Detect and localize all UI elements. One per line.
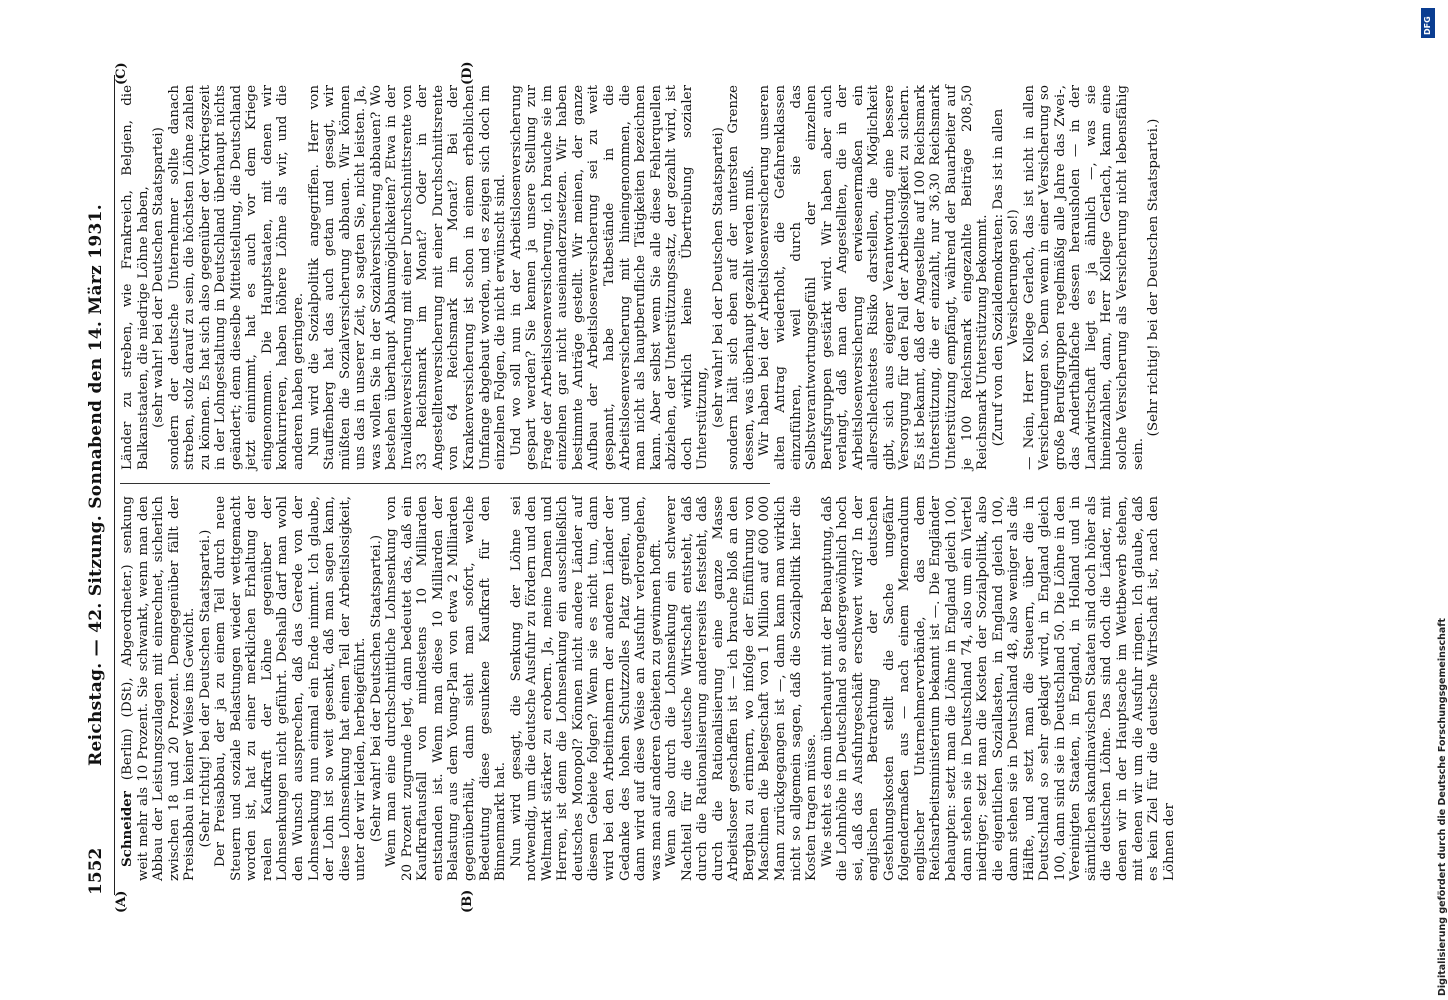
paragraph-text: sondern der deutsche Unternehmer sollte danach streben, stolz darauf zu sein, die höchsten Löhne zahlen zu können. Es hat sich also gegenüber der Vorkriegszeit in der Lohngestaltung in Deutschland überhaupt nichts geändert; denn dieselbe Mittelstellung, die Deutschland jetzt einnimmt, hat es auch vor dem Kriege eingenommen. Die Hauptstaaten, mit denen wir konkurrieren, haben höhere Löhne als wir, und die anderen haben geringere. (166, 85, 307, 470)
paragraph-text: Wir haben bei der Arbeitslosenversicherung unseren alten Antrag wiederholt, die Gefahrenklassen einzuführen, weil durch sie das Selbstverantwortungsgefühl der einzelnen Berufsgruppen gestärkt wird. Wir haben aber auch verlangt, daß man den Angestellten, die in der Arbeitslosenversicherung erwiesenermaßen ein allerschlechtestes Risiko darstellen, die Möglichkeit gibt, sich aus eigener Verantwortung eine bessere Versorgung für den Fall der Arbeitslosigkeit zu sichern. Es ist bekannt, daß der Angestellte auf 100 Reichsmark Unterstützung, die er einzahlt, nur 36,30 Reichsmark Unterstützung empfängt, während der Bauarbeiter auf je 100 Reichsmark eingezahlte Beiträge 208,50 Reichsmark Unterstützung bekommt. (757, 85, 991, 470)
paragraph-text: Wenn man eine durchschnittliche Lohnsenkung von 20 Prozent zugrunde legt, dann bedeutet das, daß ein Kaufkraftausfall von mindestens 10 Milliarden entstanden ist. Wenn man diese 10 Milliarden der Belastung aus dem Young-Plan von etwa 2 Milliarden gegenüberhält, dann sieht man sofort, welche Bedeutung diese gesunkene Kaufkraft für den Binnenmarkt hat. (384, 496, 509, 881)
paragraph (120, 496, 198, 881)
paragraph-text: Nun wird die Sozialpolitik angegriffen. Herr von Stauffenberg hat das auch getan und gesagt, wir müßten die Sozialversicherung abbauen. Wir können uns das in unserer Zeit, so sagten Sie, nicht leisten. Ja, was wollen Sie in der Sozialversicherung abbauen? Wo bestehen überhaupt Abbaumöglichkeiten? Etwa in der Invalidenversicherung mit einer Durchschnittsrente von 33 Reichsmark im Monat? Oder in der Angestelltenversicherung mit einer Durchschnittsrente von 64 Reichsmark im Monat? Bei der Krankenversicherung ist schon in einem erheblichen Umfange abgebaut worden, und es zeigen sich doch im einzelnen Folgen, die nicht erwünscht sind. (306, 85, 509, 470)
paragraph-text: (Sehr richtig! bei der Deutschen Staatspartei.) (1146, 118, 1162, 437)
paragraph (726, 85, 757, 470)
interjection (1146, 85, 1162, 470)
paragraph-text: (Sehr wahr! bei der Deutschen Staatspartei.) (368, 534, 384, 843)
paragraph-text: Und wo soll nun in der Arbeitslosenversicherung gespart werden? Sie kennen ja unsere Stellung zur Frage der Arbeitslosenversicherung, ich brauche sie im einzelnen gar nicht auseinanderzusetzen. Wir haben bestimmte Anträge gestellt. Wir meinen, der ganze Aufbau der Arbeitslosenversicherung sei zu weit gespannt, habe Tatbestände in die Arbeitslosenversicherung mit hineingenommen, die man nicht als hauptberufliche Tätigkeiten bezeichnen kann. Aber selbst wenn Sie alle diese Fehlerquellen abziehen, der Unterstützungssatz, der gezahlt wird, ist doch wirklich keine Übertreibung sozialer Unterstützung, (508, 85, 711, 470)
paragraph (664, 496, 819, 881)
page-number: 1552 (86, 847, 106, 895)
paragraph-text: (sehr wahr! bei der Deutschen Staatspartei) (151, 127, 167, 428)
paragraph-text: (Zuruf von den Sozialdemokraten: Das ist in allen Versicherungen so!) (990, 108, 1022, 447)
page-header (80, 75, 115, 895)
paragraph (167, 85, 307, 470)
interjection (991, 85, 1022, 470)
speaker-name: Schneider (119, 791, 135, 867)
dfg-logo: DFG (1421, 8, 1435, 38)
interjection (369, 496, 385, 881)
paragraph-text: (Berlin) (DSt), Abgeordneter.) senkung weit mehr als 10 Prozent. Sie schwankt, wenn man den Abbau der Leistungszulagen mit einrechnet, sicherlich zwischen 18 und 20 Prozent. Demgegenüber fällt der Preisabbau in keiner Weise ins Gewicht. (120, 496, 198, 881)
left-column (119, 495, 1177, 881)
paragraph-text: (Sehr richtig! bei der Deutschen Staatspartei.) (197, 529, 213, 848)
digitization-credit: Digitalisierung gefördert durch die Deutsche Forschungsgemeinschaft (1437, 618, 1448, 996)
right-column (120, 85, 1162, 470)
interjection (198, 496, 214, 881)
column-divider (120, 483, 770, 484)
interjection (711, 85, 727, 470)
paragraph (757, 85, 990, 470)
paragraph (120, 85, 151, 470)
paragraph (509, 85, 711, 470)
paragraph-text: — Nein, Herr Kollege Gerlach, das ist nicht in allen Versicherungen so. Denn wenn in einer Versicherung so große Berufsgruppen regelmäßig alle Jahre das Zwei-, das Anderthalbfache dessen herausholen — in der Landwirtschaft liegt es ja ähnlich —, was sie hineinzahlen, dann, Herr Kollege Gerlach, kann eine solche Versicherung als Versicherung nicht lebensfähig sein. (1021, 85, 1146, 470)
paragraph (307, 85, 509, 470)
paragraph (1022, 85, 1146, 470)
margin-marker-a: (A) (114, 890, 129, 913)
paragraph (384, 496, 508, 881)
paragraph-text: Wie steht es denn überhaupt mit der Behauptung, daß die Lohnhöhe in Deutschland so außergewöhnlich hoch sei, daß das Ausfuhrgeschäft erschwert wird? In der englischen Betrachtung der deutschen Gestehungskosten stellt die Sache ungefähr folgendermaßen aus — nach einem Memorandum englischer Unternehmerverbände, das dem Reichsarbeitsministerium bekannt ist —. Die Engländer behaupten: setzt man die Löhne in England gleich 100, dann stehen sie in Deutschland 74, also um ein Viertel niedriger; setzt man die Kosten der Sozialpolitik, also die eigentlichen Soziallasten, in England gleich 100, dann stehen sie in Deutschland 48, also weniger als die Hälfte, und setzt man die Steuern, über die in Deutschland so sehr geklagt wird, in England gleich 100, dann sind sie in Deutschland 50. Die Löhne in den Vereinigten Staaten, in England, in Holland und in sämtlichen skandinavischen Staaten sind doch höher als die deutschen Löhne. Das sind doch die Länder, mit denen wir in der Hauptsache im Wettbewerb stehen, mit denen wir um die Ausfuhr ringen. Ich glaube, daß es kein Ziel für die deutsche Wirtschaft ist, nach den Löhnen der (819, 495, 1177, 881)
paragraph (213, 496, 368, 881)
paragraph (509, 496, 664, 881)
paragraph-text: (sehr wahr! bei der Deutschen Staatspartei) (710, 127, 726, 428)
margin-marker-c: (C) (114, 62, 129, 85)
paragraph-text: Wenn also durch die Lohnsenkung ein schwerer Nachteil für die deutsche Wirtschaft entsteht, daß durch die Rationalisierung andererseits feststeht, daß durch die Rationalisierung eine ganze Masse Arbeitsloser geschaffen ist — ich brauche bloß an den Bergbau zu erinnern, wo infolge der Einführung von Maschinen die Belegschaft von 1 Million auf 600 000 Mann zurückgegangen ist —, dann kann man wirklich nicht so allgemein sagen, daß die Sozialpolitik hier die Kosten tragen müsse. (664, 496, 820, 881)
document-page (80, 61, 1177, 913)
interjection (151, 85, 167, 470)
paragraph (820, 496, 1178, 881)
paragraph-text: Der Preisabbau, der ja zu einem Teil durch neue Steuern und soziale Belastungen wieder wettgemacht worden ist, hat zu einer merklichen Erhaltung der realen Kaufkraft der Löhne gegenüber der Lohnsenkungen nicht geführt. Deshalb darf man wohl den Wunsch aussprechen, daß das Gerede von der Lohnsenkung nun einmal ein Ende nimmt. Ich glaube, der Lohn ist so weit gesenkt, daß man sagen kann, diese Lohnsenkung hat einen Teil der Arbeitslosigkeit, unter der wir leiden, herbeigeführt. (213, 496, 369, 881)
margin-marker-b: (B) (460, 889, 475, 913)
paragraph-text: sondern hält sich eben auf der untersten Grenze dessen, was überhaupt gezahlt werden muß. (726, 85, 757, 470)
paragraph-text: Länder zu streben, wie Frankreich, Belgien, die Balkanstaaten, die niedrige Löhne haben, (120, 85, 151, 470)
margin-marker-d: (D) (460, 61, 475, 85)
paragraph-text: Nun wird gesagt, die Senkung der Löhne sei notwendig, um die deutsche Ausfuhr zu fördern und den Weltmarkt stärker zu erobern. Ja, meine Damen und Herren, ist denn die Lohnsenkung ein ausschließlich deutsches Monopol? Können nicht andere Länder auf diesem Gebiete folgen? Wenn sie es nicht tun, dann wird bei den Arbeitnehmern der anderen Länder der Gedanke des hohen Schutzzolles Platz greifen, und dann wird auf diese Weise an Ausfuhr verlorengehen, was man auf anderen Gebieten zu gewinnen hofft. (508, 496, 664, 881)
page-title: Reichstag. — 42. Sitzung. Sonnabend den 14. März 1931. (86, 204, 106, 766)
